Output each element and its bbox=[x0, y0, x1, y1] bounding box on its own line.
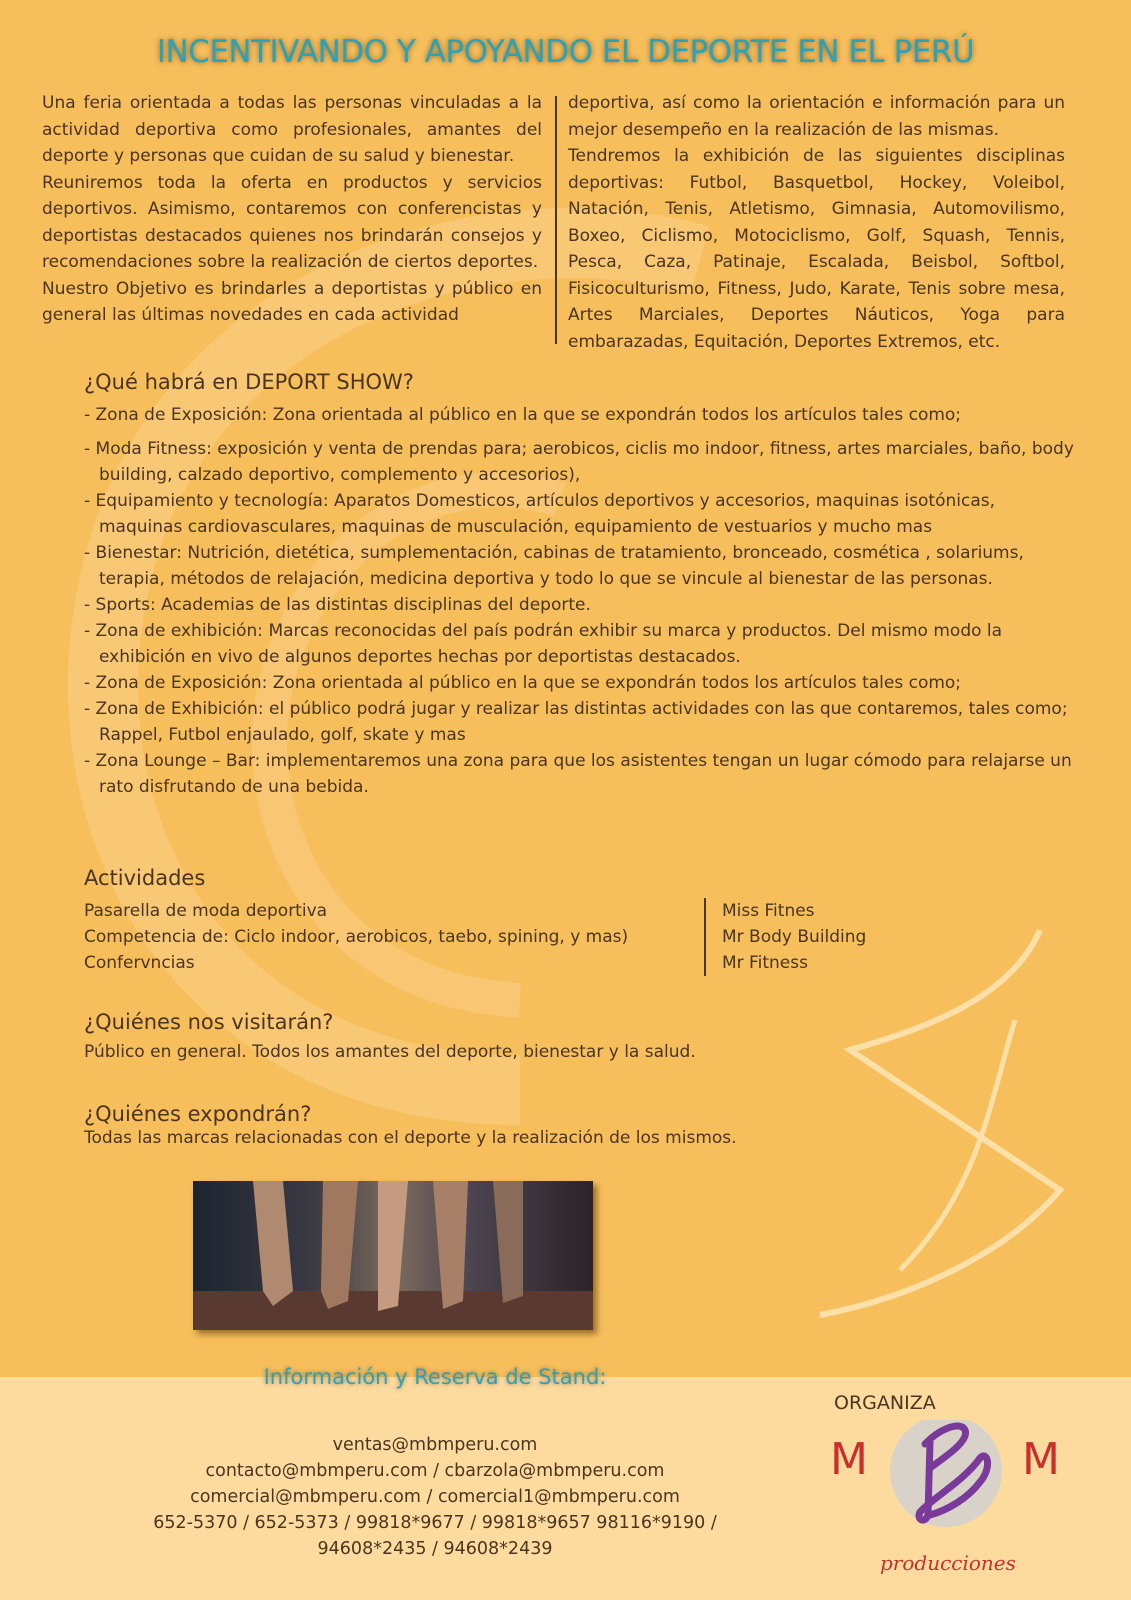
intro-column-right bbox=[568, 90, 1065, 355]
svg-text:producciones: producciones bbox=[880, 1551, 1016, 1575]
contact-line: 652-5370 / 652-5373 / 99818*9677 / 99818*9657 98116*9190 / bbox=[153, 1513, 717, 1533]
activity-item: Pasarella de moda deportiva bbox=[84, 901, 328, 921]
section-heading: ¿Quiénes expondrán? bbox=[84, 1102, 312, 1126]
footer-title: Información y Reserva de Stand: bbox=[263, 1365, 607, 1389]
svg-text:M: M bbox=[1022, 1434, 1060, 1485]
intro-column-left bbox=[42, 90, 542, 329]
list-item: - Zona Lounge – Bar: implementaremos una zona para que los asistentes tengan un lugar cómodo para relajarse un rato disfrutando de una bebida. bbox=[84, 751, 1072, 797]
athletes-starting-blocks-photo bbox=[193, 1181, 593, 1330]
intro-paragraph: Una feria orientada a todas las personas vinculadas a la actividad deportiva como profesionales, amantes del deporte y personas que cuidan de su salud y bienestar. bbox=[42, 93, 542, 166]
visitantes-section bbox=[84, 1010, 1074, 1062]
mbm-producciones-logo bbox=[820, 1420, 1090, 1580]
contact-line: contacto@mbmperu.com / cbarzola@mbmperu.com bbox=[205, 1461, 665, 1481]
contact-line: 94608*2435 / 94608*2439 bbox=[317, 1539, 553, 1559]
list-item: - Zona de Exposición: Zona orientada al público en la que se expondrán todos los artículos tales como; bbox=[84, 673, 962, 693]
list-item: - Equipamiento y tecnología: Aparatos Domesticos, artículos deportivos y accesorios, maquinas isotónicas, maquinas cardiovasculares, maquinas de musculación, equipamiento de vestuarios y mucho mas bbox=[84, 491, 996, 537]
activity-item: Confervncias bbox=[84, 953, 195, 973]
list-item: - Bienestar: Nutrición, dietética, sumplementación, cabinas de tratamiento, bronceado, cosmética , solariums, terapia, métodos de relajación, medicina deportiva y todo lo que se vincule al bienestar de las personas. bbox=[84, 543, 1024, 589]
activity-item: Competencia de: Ciclo indoor, aerobicos, taebo, spining, y mas) bbox=[84, 927, 629, 947]
actividades-section bbox=[84, 866, 1074, 976]
intro-paragraph: Nuestro Objetivo es brindarles a deportistas y público en general las últimas novedades en cada actividad bbox=[42, 278, 542, 325]
contact-line: comercial@mbmperu.com / comercial1@mbmperu.com bbox=[190, 1487, 680, 1507]
list-item: - Zona de exhibición: Marcas reconocidas del país podrán exhibir su marca y productos. Del mismo modo la exhibición en vivo de algunos deportes hechas por deportistas destacados. bbox=[84, 621, 1003, 667]
column-divider bbox=[555, 96, 557, 344]
section-heading: ¿Quiénes nos visitarán? bbox=[84, 1010, 334, 1034]
svg-text:M: M bbox=[830, 1434, 868, 1485]
list-item: - Sports: Academias de las distintas disciplinas del deporte. bbox=[84, 595, 591, 615]
section-text: Público en general. Todos los amantes del deporte, bienestar y la salud. bbox=[84, 1042, 696, 1062]
list-item: - Moda Fitness: exposición y venta de prendas para; aerobicos, ciclis mo indoor, fitness, artes marciales, baño, body building, calzado deportivo, complemento y accesorios), bbox=[84, 439, 1074, 485]
list-item: - Zona de Exhibición: el público podrá jugar y realizar las distintas actividades con las que contaremos, tales como; Rappel, Futbol enjaulado, golf, skate y mas bbox=[84, 699, 1068, 745]
que-habra-section bbox=[84, 370, 1074, 800]
list-item: - Zona de Exposición: Zona orientada al público en la que se expondrán todos los artículos tales como; bbox=[84, 405, 962, 425]
page-title: INCENTIVANDO Y APOYANDO EL DEPORTE EN EL PERÚ bbox=[156, 34, 975, 70]
contact-info bbox=[0, 1432, 870, 1562]
contact-line: ventas@mbmperu.com bbox=[332, 1435, 538, 1455]
expositores-section bbox=[84, 1102, 1074, 1148]
activity-item: Mr Fitness bbox=[722, 953, 808, 973]
intro-paragraph: Tendremos la exhibición de las siguientes disciplinas deportivas: Futbol, Basquetbol, Hockey, Voleibol, Natación, Tenis, Atletismo, Gimnasia, Automovilismo, Boxeo, Ciclismo, Motociclismo, Golf, Squash, Tennis, Pesca, Caza, Patinaje, Escalada, Beisbol, Softbol, Fisicoculturismo, Fitness, Judo, Karate, Tenis sobre mesa, Artes Marciales, Deportes Náuticos, Yoga para embarazadas, Equitación, Deportes Extremos, etc. bbox=[568, 146, 1065, 352]
section-heading: ¿Qué habrá en DEPORT SHOW? bbox=[84, 370, 414, 394]
organiza-label: ORGANIZA bbox=[834, 1392, 936, 1414]
intro-paragraph: deportiva, así como la orientación e información para un mejor desempeño en la realización de las mismas. bbox=[568, 93, 1065, 140]
intro-paragraph: Reuniremos toda la oferta en productos y servicios deportivos. Asimismo, contaremos con conferencistas y deportistas destacados quienes nos brindarán consejos y recomendaciones sobre la realización de ciertos deportes. bbox=[42, 172, 542, 272]
section-heading: Actividades bbox=[84, 866, 206, 890]
activity-item: Mr Body Building bbox=[722, 927, 867, 947]
section-text: Todas las marcas relacionadas con el deporte y la realización de los mismos. bbox=[84, 1128, 737, 1148]
activity-item: Miss Fitnes bbox=[722, 901, 815, 921]
